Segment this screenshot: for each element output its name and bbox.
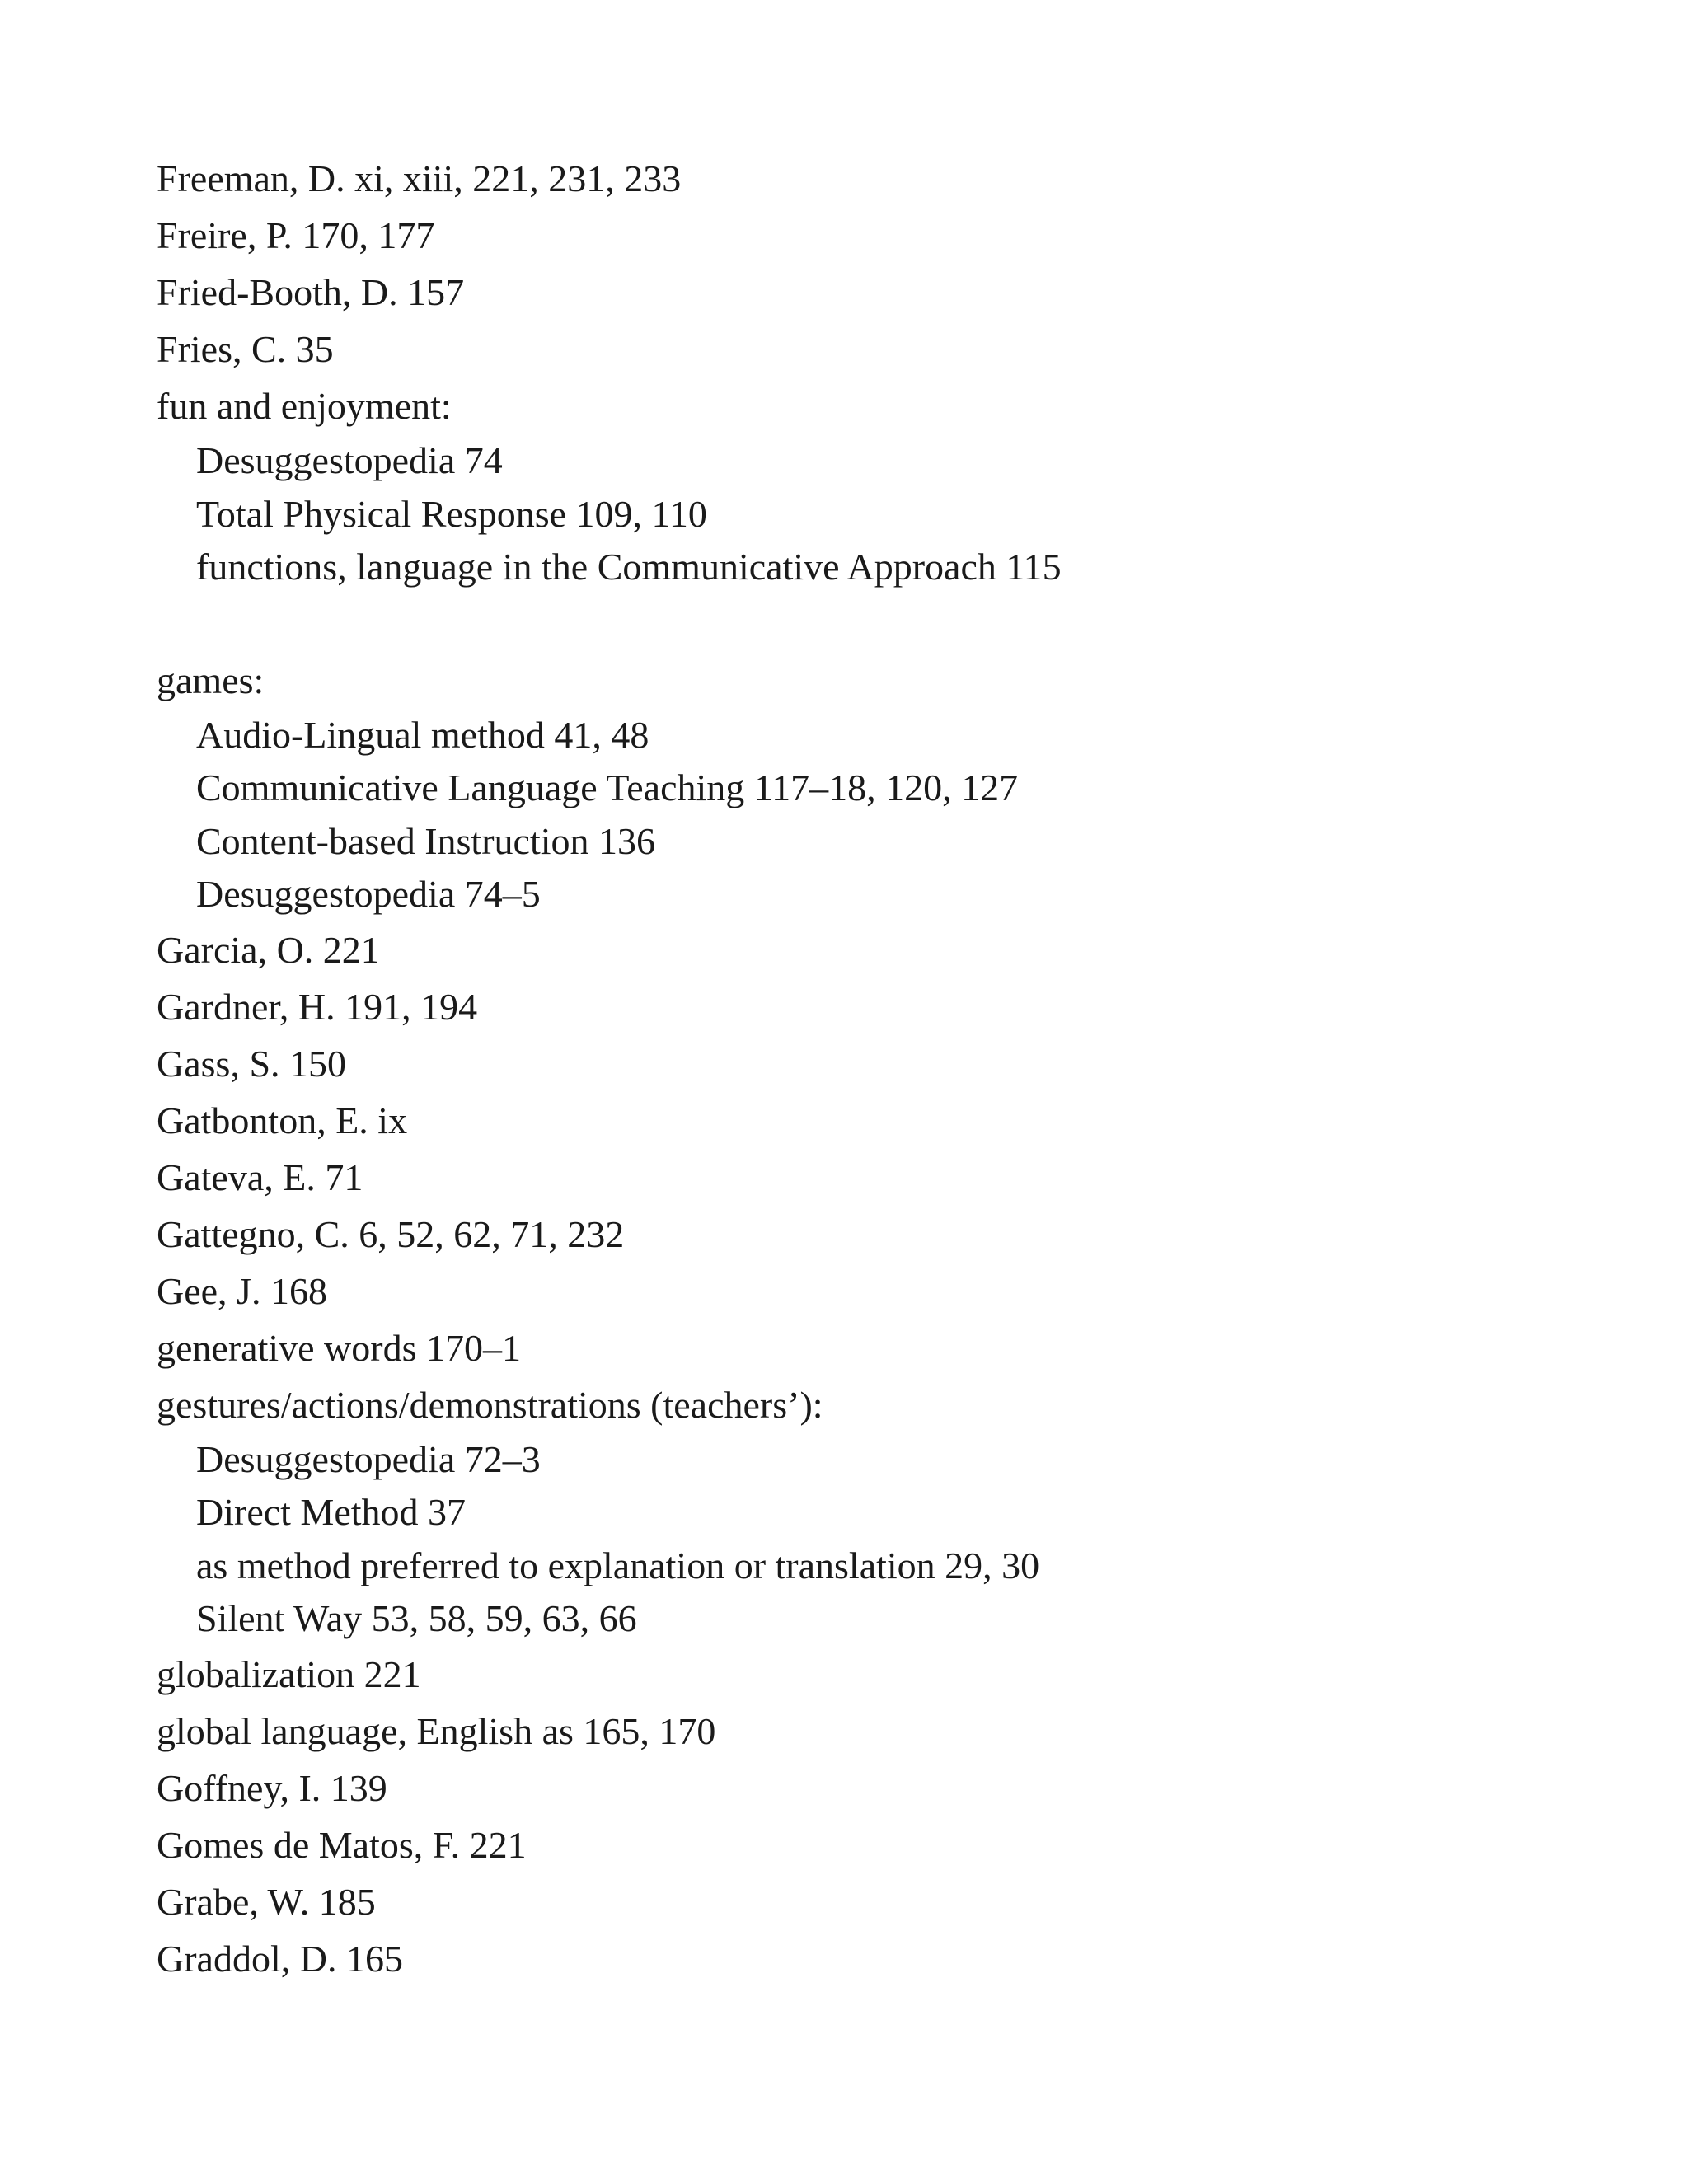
index-subentry: Desuggestopedia 72–3 (196, 1437, 541, 1480)
index-entry: Gomes de Matos, F. 221 (157, 1823, 527, 1866)
index-subentry: Content-based Instruction 136 (196, 819, 656, 862)
index-entry: Gatbonton, E. ix (157, 1099, 408, 1141)
index-subentry: Total Physical Response 109, 110 (196, 492, 707, 535)
index-entry: Graddol, D. 165 (157, 1937, 403, 1980)
index-entry: Gee, J. 168 (157, 1269, 327, 1312)
index-subentry: Silent Way 53, 58, 59, 63, 66 (196, 1597, 637, 1639)
index-entry: fun and enjoyment: (157, 385, 452, 427)
index-entry: Freire, P. 170, 177 (157, 214, 435, 256)
index-entry: Grabe, W. 185 (157, 1880, 376, 1923)
index-entry: Gattegno, C. 6, 52, 62, 71, 232 (157, 1212, 625, 1255)
index-entry: Gass, S. 150 (157, 1042, 347, 1085)
index-subentry: Desuggestopedia 74–5 (196, 873, 541, 915)
index-entry: Freeman, D. xi, xiii, 221, 231, 233 (157, 157, 682, 199)
index-subentry: Audio-Lingual method 41, 48 (196, 713, 649, 756)
index-entry: Garcia, O. 221 (157, 928, 380, 971)
index-subentry: Desuggestopedia 74 (196, 439, 503, 481)
index-subentry: as method preferred to explanation or translation 29, 30 (196, 1544, 1040, 1586)
index-entry: Gateva, E. 71 (157, 1155, 363, 1198)
index-subentry: Direct Method 37 (196, 1491, 467, 1533)
index-entry: games: (157, 658, 265, 701)
letter-gap (157, 594, 1640, 652)
index-entry: global language, English as 165, 170 (157, 1709, 716, 1752)
index-entry: Goffney, I. 139 (157, 1766, 387, 1809)
index-subentry: Communicative Language Teaching 117–18, 120, 127 (196, 766, 1019, 808)
index-entry: gestures/actions/demonstrations (teachers’): (157, 1383, 823, 1426)
index-entry: Fried-Booth, D. 157 (157, 271, 465, 313)
index-entry: generative words 170–1 (157, 1326, 521, 1369)
index-entry: Fries, C. 35 (157, 328, 334, 370)
index-subentry: functions, language in the Communicative Approach 115 (196, 546, 1062, 588)
index-list (157, 150, 1640, 1987)
index-entry: globalization 221 (157, 1652, 421, 1695)
index-entry: Gardner, H. 191, 194 (157, 985, 478, 1028)
